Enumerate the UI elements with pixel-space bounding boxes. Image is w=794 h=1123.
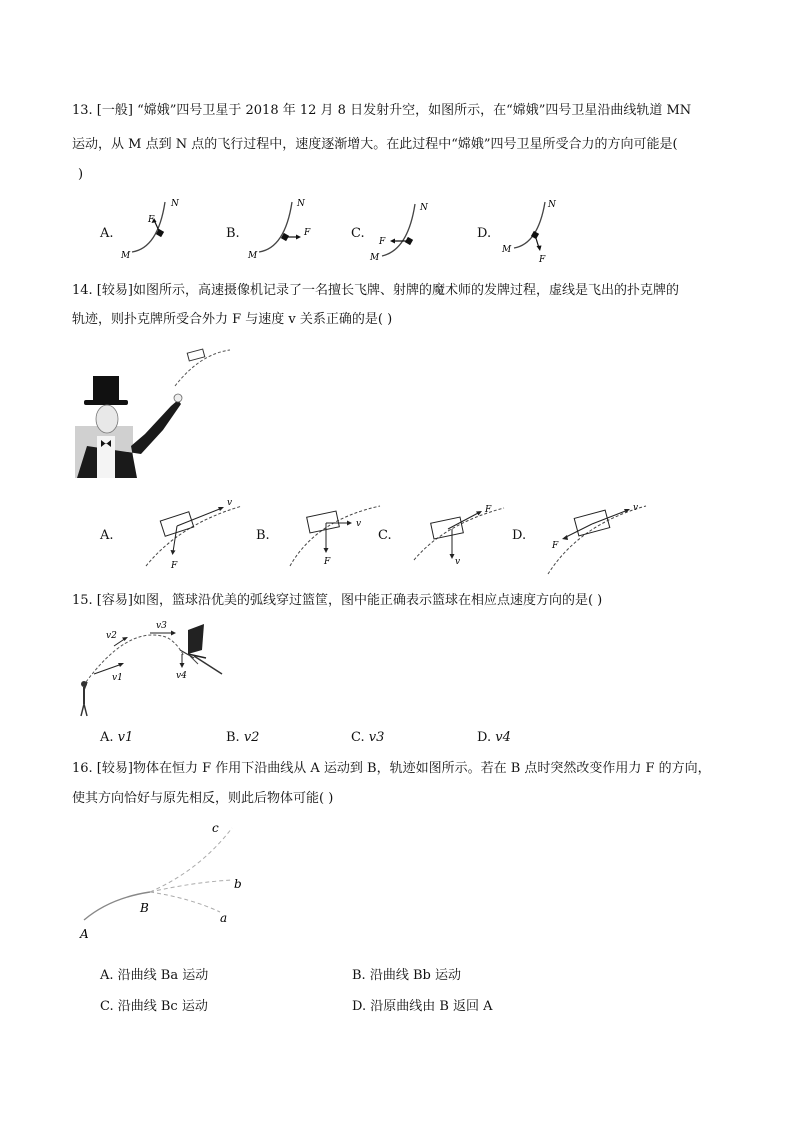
force-label: F — [539, 255, 546, 265]
force-label: F — [485, 505, 492, 515]
force-label: F — [148, 215, 155, 225]
force-arrowhead — [171, 550, 176, 555]
card-rect — [574, 510, 610, 536]
trajectory-curve — [259, 202, 292, 252]
curve-b-label: b — [234, 877, 242, 891]
trajectory-dashed — [548, 506, 646, 574]
q16-option-d: D. 沿原曲线由 B 返回 A — [352, 999, 493, 1014]
curve-c-label: c — [212, 821, 219, 835]
q13-option-c-label: C. — [351, 226, 365, 241]
option-letter: A. — [100, 730, 114, 745]
force-arrowhead — [390, 239, 395, 244]
top-hat-crown — [93, 376, 119, 402]
v4-label: v4 — [176, 671, 187, 681]
q15-option-d — [477, 730, 511, 746]
q13-text-line-2: 运动，从 M 点到 N 点的飞行过程中，速度逐渐增大。在此过程中“嫦娥”四号卫星所受合力的方向可能是( — [72, 137, 678, 152]
force-arrow — [448, 512, 480, 529]
velocity-label: v — [633, 503, 639, 513]
q16-text-line-1: 16. [较易]物体在恒力 F 作用下沿曲线从 A 运动到 B，轨迹如图所示。若在 B 点时突然改变作用力 F 的方向， — [72, 761, 711, 776]
card-rect — [160, 512, 193, 536]
q13-text-line-3: ) — [78, 167, 84, 182]
option-letter: B. — [226, 730, 240, 745]
q13-option-d-diagram — [496, 196, 566, 272]
q16-option-b: B. 沿曲线 Bb 运动 — [352, 968, 461, 983]
top-hat-brim — [84, 400, 128, 405]
force-arrowhead — [562, 535, 568, 540]
q13-option-c-diagram — [366, 196, 446, 262]
magician-illustration — [75, 346, 235, 478]
force-label: F — [304, 228, 311, 238]
force-label: F — [324, 557, 331, 567]
option-value: v2 — [243, 730, 260, 745]
n-label: N — [297, 199, 305, 209]
force-arrow — [564, 524, 592, 538]
q16-text-line-2: 使其方向恰好与原先相反，则此后物体可能( ) — [72, 791, 334, 806]
trajectory-curve — [382, 204, 415, 256]
point-a-label: A — [80, 927, 89, 941]
option-value: v4 — [495, 730, 511, 745]
raised-hand — [174, 394, 182, 402]
v3-arrowhead — [171, 631, 176, 636]
backboard — [188, 624, 204, 654]
force-label: F — [379, 237, 386, 247]
velocity-arrowhead — [347, 521, 352, 526]
m-label: M — [502, 245, 512, 255]
force-label: F — [552, 541, 559, 551]
force-arrowhead — [296, 235, 301, 240]
q14-option-c-label: C. — [378, 528, 392, 543]
dashed-curve-bc — [150, 828, 232, 892]
velocity-label: v — [356, 519, 362, 529]
shirt-front — [97, 436, 115, 478]
q15-option-b — [226, 730, 259, 746]
velocity-label: v — [227, 498, 233, 508]
curve-a-label: a — [220, 911, 228, 925]
q15-option-c — [351, 730, 384, 746]
option-value: v3 — [368, 730, 385, 745]
q14-option-a-diagram — [140, 496, 250, 576]
m-label: M — [248, 251, 258, 261]
card-rect — [431, 517, 464, 539]
q13-option-b-diagram — [245, 196, 325, 262]
trajectory-dashed — [146, 506, 242, 566]
q13-option-a-label: A. — [100, 226, 114, 241]
q14-option-b-diagram — [284, 496, 384, 576]
q13-text-line-1: 13. [一般] “嫦娥”四号卫星于 2018 年 12 月 8 日发射升空，如图所示，在“嫦娥”四号卫星沿曲线轨道 MN — [72, 103, 692, 118]
force-label: F — [171, 561, 178, 571]
player-leg-left — [81, 704, 84, 716]
face — [96, 405, 118, 433]
q16-option-c: C. 沿曲线 Bc 运动 — [100, 999, 208, 1014]
dashed-curve-bb — [150, 880, 232, 892]
v3-label: v3 — [156, 621, 167, 631]
trajectory-curve — [132, 202, 165, 252]
q13-option-d-label: D. — [477, 226, 492, 241]
trajectory-dashed — [290, 506, 380, 566]
q14-option-d-label: D. — [512, 528, 527, 543]
q14-option-a-label: A. — [100, 528, 114, 543]
q13-option-a-diagram — [118, 196, 188, 262]
force-arrowhead — [324, 548, 329, 553]
q16-option-a: A. 沿曲线 Ba 运动 — [100, 968, 209, 983]
n-label: N — [420, 203, 428, 213]
option-letter: C. — [351, 730, 365, 745]
v1-label: v1 — [112, 673, 123, 683]
n-label: N — [548, 200, 556, 210]
basketball-diagram — [76, 616, 236, 718]
q15-text-line-1: 15. [容易]如图，篮球沿优美的弧线穿过篮筐，图中能正确表示篮球在相应点速度方向的是( ) — [72, 593, 603, 608]
q16-trajectory-diagram — [80, 820, 260, 942]
trajectory-curve — [514, 202, 545, 248]
q14-option-c-diagram — [408, 496, 508, 576]
ball-trajectory-dashed — [86, 635, 184, 682]
force-arrow — [173, 526, 177, 552]
v4-arrowhead — [180, 663, 185, 668]
hoop-support — [194, 656, 222, 674]
m-label: M — [370, 253, 380, 263]
m-label: M — [121, 251, 131, 261]
velocity-arrowhead — [450, 554, 455, 559]
q13-option-b-label: B. — [226, 226, 240, 241]
force-arrowhead — [537, 246, 542, 252]
velocity-arrow — [177, 508, 222, 526]
option-value: v1 — [117, 730, 134, 745]
q15-option-a — [100, 730, 133, 746]
n-label: N — [171, 199, 179, 209]
card-rect — [307, 511, 340, 533]
point-b-label: B — [140, 901, 149, 915]
player-leg-right — [84, 704, 87, 716]
velocity-label: v — [455, 557, 461, 567]
q14-text-line-1: 14. [较易]如图所示，高速摄像机记录了一名擅长飞牌、射牌的魔术师的发牌过程，虚线是飞出的扑克牌的 — [72, 283, 679, 298]
dashed-curve-ba — [150, 892, 220, 912]
q14-option-d-diagram — [540, 496, 650, 576]
q14-text-line-2: 轨迹，则扑克牌所受合外力 F 与速度 v 关系正确的是( ) — [72, 312, 393, 327]
option-letter: D. — [477, 730, 492, 745]
v2-label: v2 — [106, 631, 117, 641]
q14-option-b-label: B. — [256, 528, 270, 543]
playing-card — [187, 349, 205, 361]
